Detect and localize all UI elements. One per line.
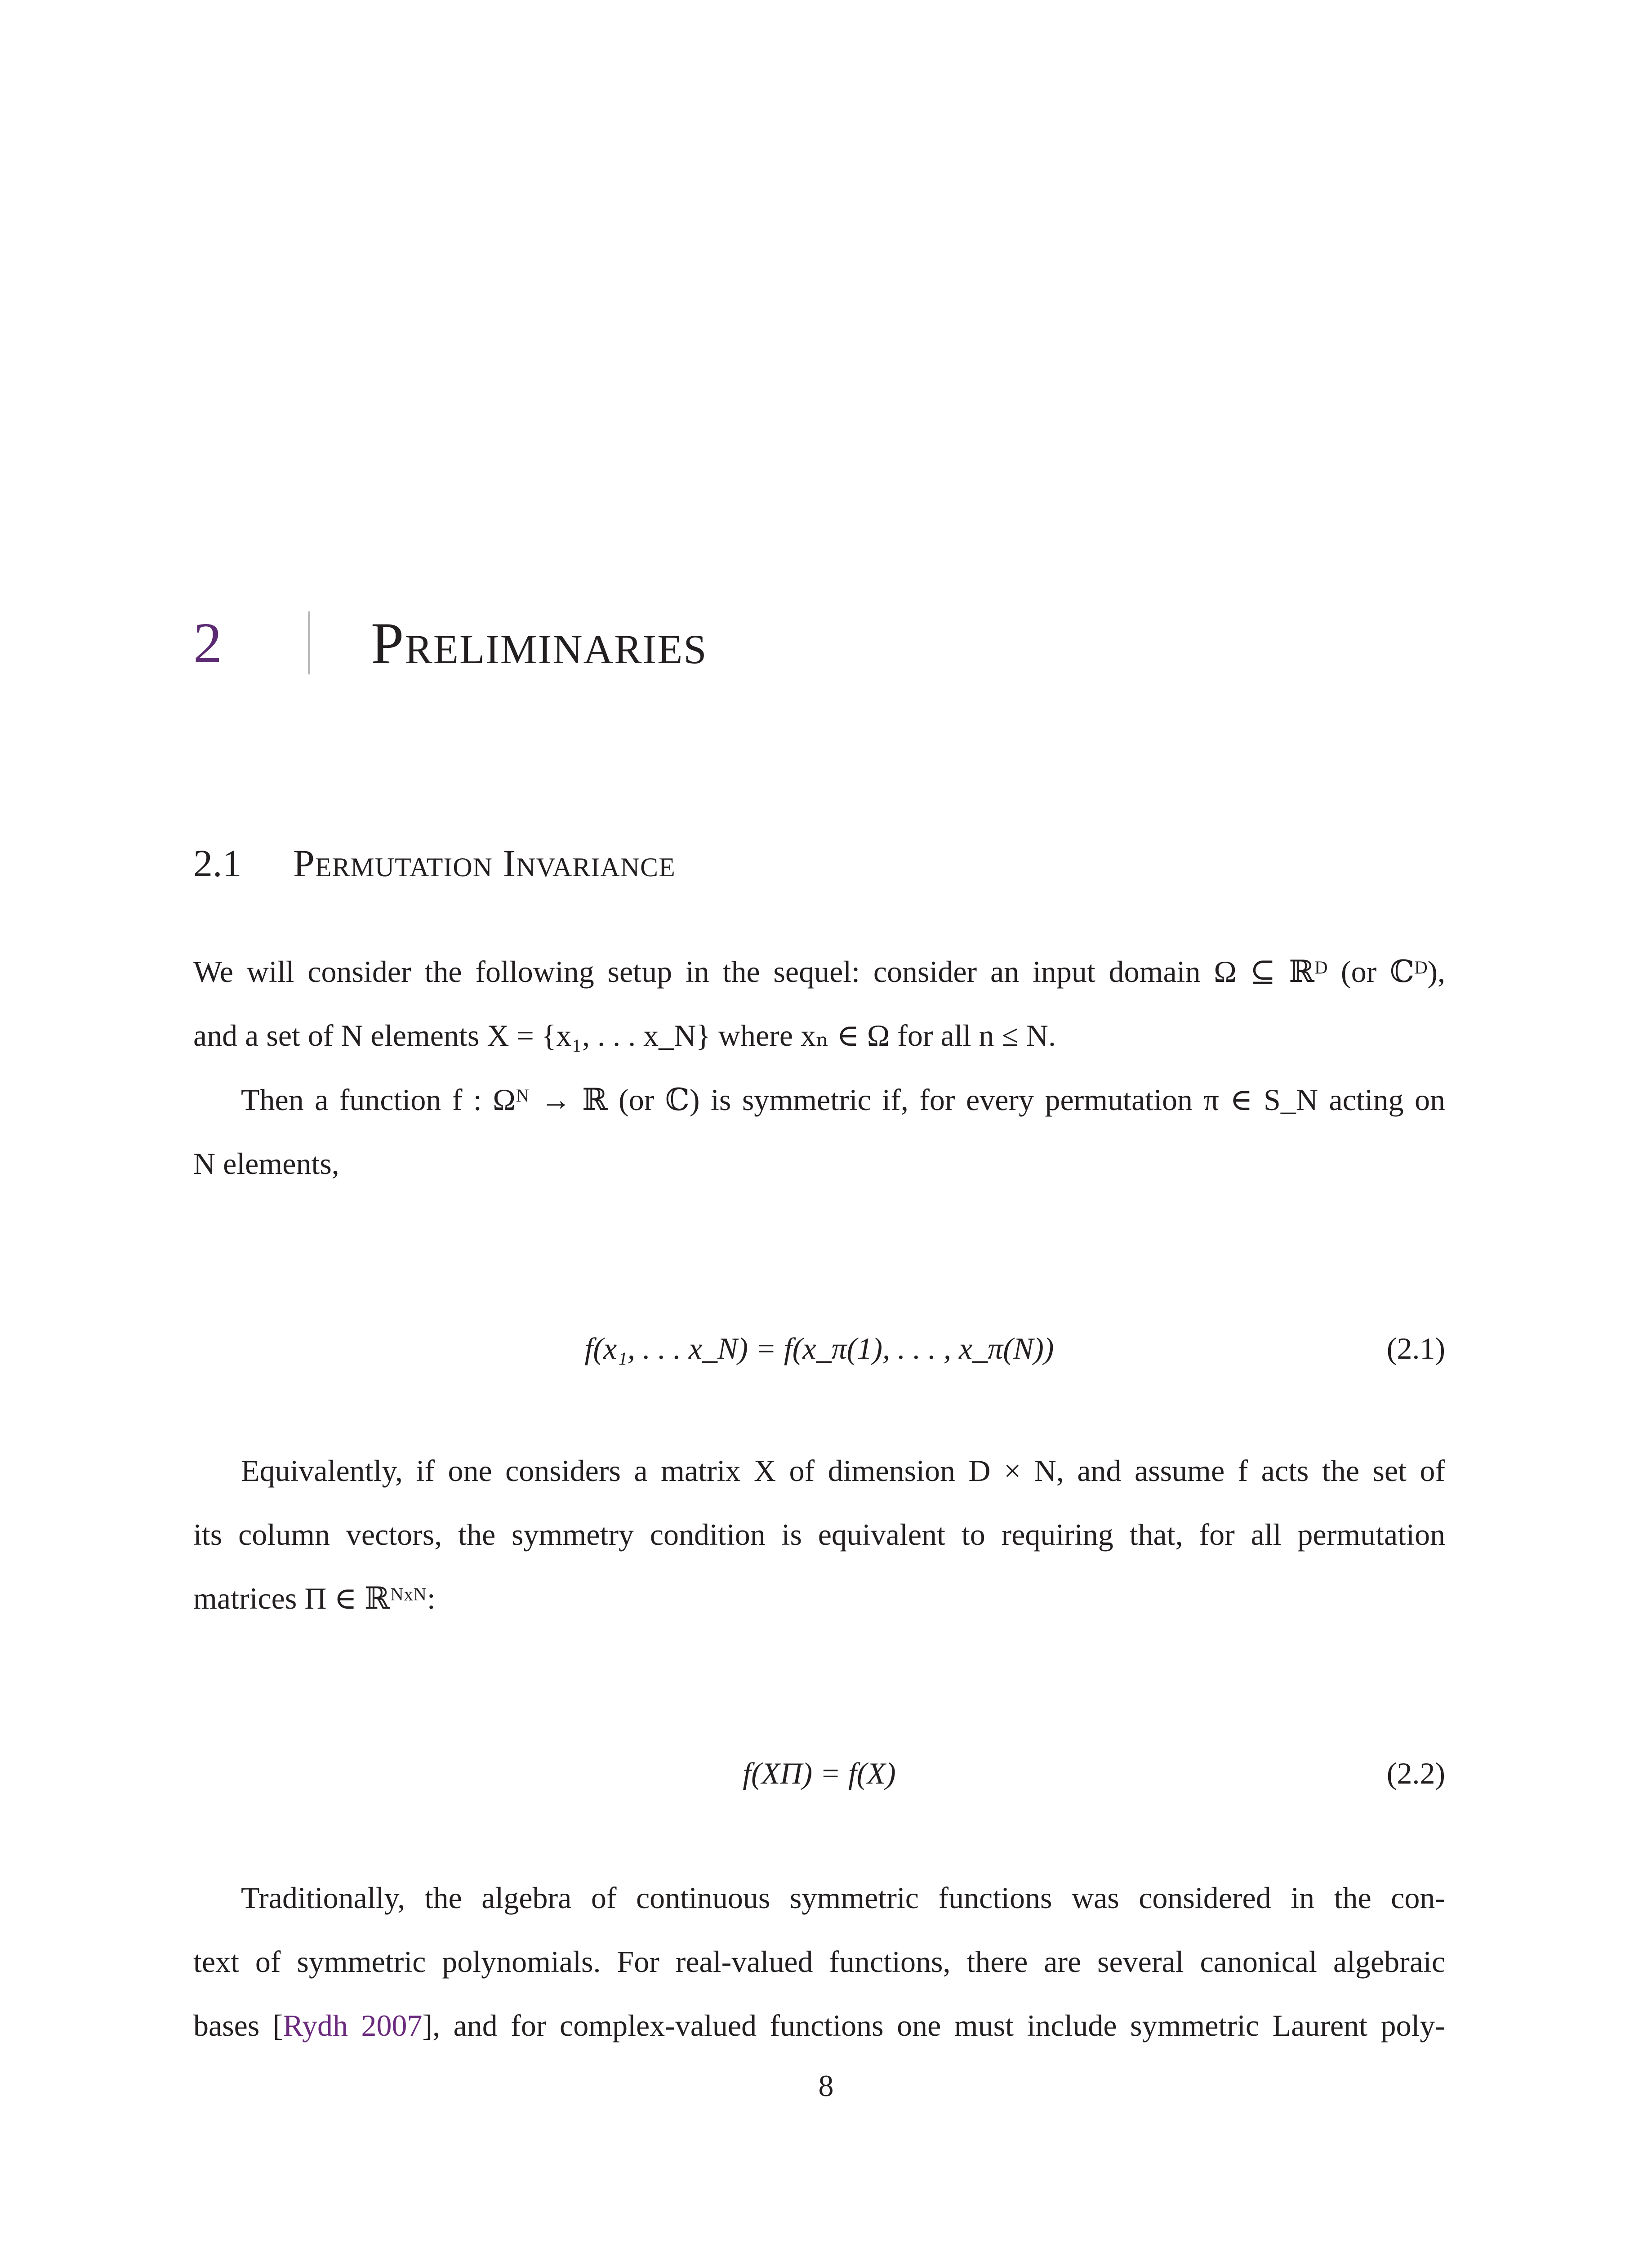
page-number: 8 (818, 2069, 834, 2103)
chapter-title: Preliminaries (371, 610, 708, 676)
paragraph-symmetric-polynomials (193, 1866, 1445, 2057)
line-text: ], and for complex-valued functions one must include symmetric Laurent poly- (422, 2008, 1445, 2043)
paragraph-line: Traditionally, the algebra of continuous symmetric functions was considered in the con- (241, 1881, 1445, 1915)
equation-expression: f(x₁, . . . x_N) = f(x_π(1), . . . , x_π(N)) (584, 1331, 1054, 1365)
chapter-number: 2 (193, 611, 222, 675)
equation-2-2 (193, 1756, 1445, 1801)
chapter-divider (308, 611, 310, 674)
equation-number: (2.1) (1386, 1331, 1445, 1365)
paragraph-setup (193, 940, 1445, 1067)
paragraph-line: and a set of N elements X = {x₁, . . . x_N} where xₙ ∈ Ω for all n ≤ N. (193, 1018, 1056, 1053)
section-number: 2.1 (193, 842, 242, 885)
paragraph-symmetric-definition (193, 1068, 1445, 1195)
paragraph-matrix-formulation (193, 1439, 1445, 1630)
chapter-heading (193, 602, 708, 683)
paragraph-line: text of symmetric polynomials. For real-valued functions, there are several canonical algebraic (193, 1945, 1445, 1979)
equation-number: (2.2) (1386, 1756, 1445, 1790)
paragraph-line: matrices Π ∈ ℝᴺˣᴺ: (193, 1581, 436, 1615)
equation-2-1 (193, 1331, 1445, 1376)
equation-expression: f(XΠ) = f(X) (743, 1756, 896, 1790)
paragraph-line (193, 1994, 1445, 2057)
paragraph-line: Then a function f : Ωᴺ → ℝ (or ℂ) is symmetric if, for every permutation π ∈ S_N acting on (241, 1083, 1445, 1117)
paragraph-line: its column vectors, the symmetry condition is equivalent to requiring that, for all permutation (193, 1517, 1445, 1552)
paragraph-line: N elements, (193, 1146, 339, 1181)
citation-link[interactable]: Rydh 2007 (283, 2008, 423, 2043)
section-title: Permutation Invariance (293, 842, 676, 885)
paragraph-line: We will consider the following setup in the sequel: consider an input domain Ω ⊆ ℝᴰ (or ℂᴰ), (193, 955, 1445, 989)
paragraph-line: Equivalently, if one considers a matrix X of dimension D × N, and assume f acts the set of (241, 1454, 1445, 1488)
line-text: bases [ (193, 2008, 283, 2043)
section-heading (193, 841, 676, 886)
